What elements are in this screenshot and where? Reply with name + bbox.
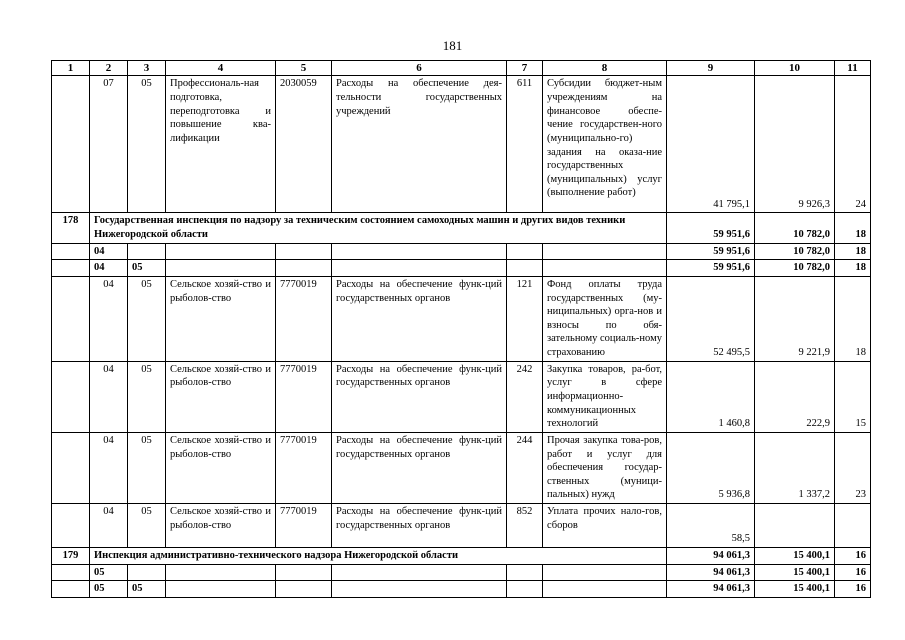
percent: 18: [835, 276, 871, 361]
expense-type-code: 852: [507, 504, 543, 548]
percent: 18: [835, 213, 871, 243]
organization-name: Государственная инспекция по надзору за техническим состоянием самоходных машин и других видов техники Нижегородской области: [90, 213, 667, 243]
item-number: 178: [52, 213, 90, 243]
amount-actual: 1 337,2: [755, 432, 835, 503]
column-header: 2: [90, 61, 128, 76]
subsection-code: 05: [128, 361, 166, 432]
table-row: [52, 243, 871, 260]
column-header: 7: [507, 61, 543, 76]
amount-actual: 10 782,0: [755, 243, 835, 260]
expense-type-name: Субсидии бюджет-ным учреждениям на финансовое обеспе-чение государствен-ного (муниципально-го) задания на оказа-ние государственных (муниципальных) услуг (выполнение работ): [543, 76, 667, 213]
target-name: Расходы на обеспечение дея-тельности государственных учреждений: [332, 76, 507, 213]
section-code: 04: [90, 243, 128, 260]
section-code: 07: [90, 76, 128, 213]
amount-plan: 5 936,8: [667, 432, 755, 503]
column-header: 11: [835, 61, 871, 76]
amount-actual: 222,9: [755, 361, 835, 432]
column-header: 8: [543, 61, 667, 76]
section-code: 04: [90, 276, 128, 361]
table-row: [52, 548, 871, 565]
expense-type-name: Прочая закупка това-ров, работ и услуг для обеспечения государ-ственных (муници-пальных) нужд: [543, 432, 667, 503]
amount-plan: 59 951,6: [667, 260, 755, 277]
column-header: 4: [166, 61, 276, 76]
section-code: 04: [90, 260, 128, 277]
expense-type-code: 244: [507, 432, 543, 503]
subsection-code: [128, 564, 166, 581]
table-row: [52, 361, 871, 432]
table-row: [52, 76, 871, 213]
expense-type-name: Закупка товаров, ра-бот, услуг в сфере информационно-коммуникационных технологий: [543, 361, 667, 432]
amount-actual: 10 782,0: [755, 260, 835, 277]
page-number: 181: [442, 38, 463, 53]
table-row: [52, 276, 871, 361]
organization-name: Инспекция административно-технического надзора Нижегородской области: [90, 548, 667, 565]
percent: 16: [835, 581, 871, 598]
amount-actual: 15 400,1: [755, 564, 835, 581]
amount-plan: 59 951,6: [667, 243, 755, 260]
target-code: 7770019: [276, 432, 332, 503]
subsection-name: Профессиональ-ная подготовка, переподготовка и повышение ква-лификации: [166, 76, 276, 213]
amount-plan: 94 061,3: [667, 548, 755, 565]
amount-plan: 52 495,5: [667, 276, 755, 361]
item-number: 179: [52, 548, 90, 565]
subsection-code: 05: [128, 76, 166, 213]
column-header: 9: [667, 61, 755, 76]
amount-plan: 59 951,6: [667, 213, 755, 243]
section-code: 05: [90, 581, 128, 598]
amount-plan: 94 061,3: [667, 581, 755, 598]
subsection-code: 05: [128, 432, 166, 503]
target-name: Расходы на обеспечение функ-ций государственных органов: [332, 504, 507, 548]
target-code: 7770019: [276, 361, 332, 432]
section-code: 04: [90, 432, 128, 503]
section-code: 04: [90, 361, 128, 432]
amount-actual: 15 400,1: [755, 581, 835, 598]
amount-actual: 15 400,1: [755, 548, 835, 565]
table-row: [52, 432, 871, 503]
expense-type-name: Уплата прочих нало-гов, сборов: [543, 504, 667, 548]
target-name: Расходы на обеспечение функ-ций государственных органов: [332, 276, 507, 361]
subsection-name: Сельское хозяй-ство и рыболов-ство: [166, 504, 276, 548]
target-name: Расходы на обеспечение функ-ций государственных органов: [332, 361, 507, 432]
column-header: 6: [332, 61, 507, 76]
expense-type-name: Фонд оплаты труда государственных (му-ниципальных) орга-нов и взносы по обя-зательному социаль-ному страхованию: [543, 276, 667, 361]
subsection-code: 05: [128, 504, 166, 548]
header-row: [52, 61, 871, 76]
expense-type-code: 611: [507, 76, 543, 213]
section-code: 04: [90, 504, 128, 548]
subsection-code: 05: [128, 581, 166, 598]
expense-type-code: 242: [507, 361, 543, 432]
table-row: [52, 581, 871, 598]
subsection-name: Сельское хозяй-ство и рыболов-ство: [166, 361, 276, 432]
column-header: 10: [755, 61, 835, 76]
target-code: 7770019: [276, 504, 332, 548]
section-code: 05: [90, 564, 128, 581]
amount-actual: 9 221,9: [755, 276, 835, 361]
subsection-code: 05: [128, 260, 166, 277]
amount-plan: 58,5: [667, 504, 755, 548]
percent: 16: [835, 564, 871, 581]
subsection-name: Сельское хозяй-ство и рыболов-ство: [166, 276, 276, 361]
target-code: 7770019: [276, 276, 332, 361]
subsection-code: [128, 243, 166, 260]
target-name: Расходы на обеспечение функ-ций государственных органов: [332, 432, 507, 503]
percent: 15: [835, 361, 871, 432]
column-header: 5: [276, 61, 332, 76]
percent: 18: [835, 260, 871, 277]
table-row: [52, 504, 871, 548]
percent: [835, 504, 871, 548]
table-row: [52, 564, 871, 581]
expense-type-code: 121: [507, 276, 543, 361]
table-row: [52, 213, 871, 243]
subsection-code: 05: [128, 276, 166, 361]
amount-plan: 41 795,1: [667, 76, 755, 213]
amount-plan: 1 460,8: [667, 361, 755, 432]
percent: 24: [835, 76, 871, 213]
table-row: [52, 260, 871, 277]
amount-actual: [755, 504, 835, 548]
target-code: 2030059: [276, 76, 332, 213]
budget-table: [51, 60, 871, 598]
amount-actual: 9 926,3: [755, 76, 835, 213]
amount-plan: 94 061,3: [667, 564, 755, 581]
percent: 16: [835, 548, 871, 565]
column-header: 3: [128, 61, 166, 76]
percent: 18: [835, 243, 871, 260]
column-header: 1: [52, 61, 90, 76]
subsection-name: Сельское хозяй-ство и рыболов-ство: [166, 432, 276, 503]
amount-actual: 10 782,0: [755, 213, 835, 243]
percent: 23: [835, 432, 871, 503]
